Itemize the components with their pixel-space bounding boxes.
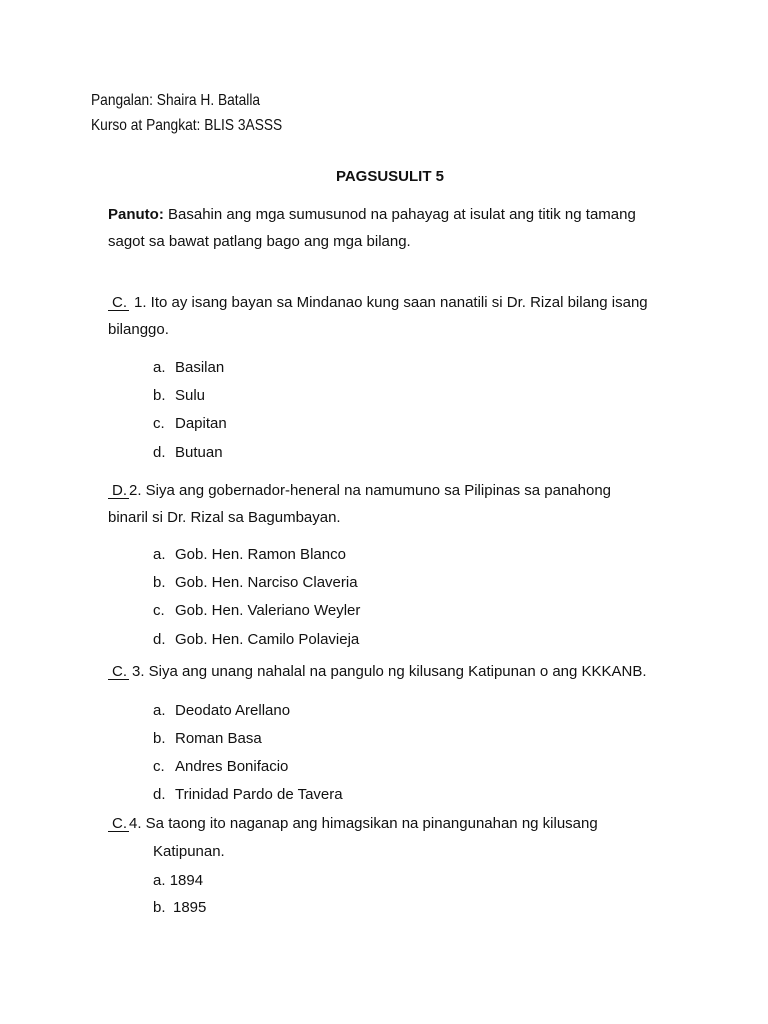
option-letter: b. (153, 899, 166, 916)
question-text-cont: bilanggo. (108, 321, 169, 338)
instructions-text-cont: sagot sa bawat patlang bago ang mga bilang. (108, 233, 411, 250)
answer-blank: C. (108, 295, 129, 311)
option-letter: b. (153, 574, 166, 591)
option-text: Trinidad Pardo de Tavera (175, 786, 343, 803)
student-name: Pangalan: Shaira H. Batalla (91, 92, 261, 109)
option-letter: a. (153, 872, 166, 889)
option (153, 899, 206, 917)
option (153, 387, 205, 405)
instructions-text: Basahin ang mga sumusunod na pahayag at isulat ang titik ng tamang (168, 206, 636, 223)
option-text: 1894 (169, 872, 204, 889)
option-letter: c. (153, 758, 165, 775)
instructions (108, 206, 636, 224)
option (153, 730, 262, 748)
option (153, 872, 203, 890)
option (153, 415, 227, 433)
option-text: Deodato Arellano (175, 702, 291, 719)
option-letter: d. (153, 444, 166, 461)
option-text: Gob. Hen. Valeriano Weyler (175, 602, 361, 619)
quiz-title: PAGSUSULIT 5 (335, 168, 445, 185)
question-text-cont: Katipunan. (153, 843, 225, 860)
option-text: Gob. Hen. Narciso Claveria (175, 574, 358, 591)
option (153, 359, 224, 377)
option-letter: c. (153, 602, 165, 619)
question-1 (108, 294, 648, 312)
question-text: 4. Sa taong ito naganap ang himagsikan na pinangunahan ng kilusang (129, 815, 598, 832)
option-letter: d. (153, 786, 166, 803)
option-text: Basilan (175, 359, 225, 376)
answer-blank: C. (108, 664, 129, 680)
course-section: Kurso at Pangkat: BLIS 3ASSS (91, 117, 283, 134)
option-text: Andres Bonifacio (175, 758, 289, 775)
option-text: 1895 (173, 899, 207, 916)
option-letter: c. (153, 415, 165, 432)
question-2 (108, 482, 611, 500)
option (153, 702, 290, 720)
answer-blank: C. (108, 816, 129, 832)
option-text: Roman Basa (175, 730, 262, 747)
instructions-label: Panuto: (108, 206, 164, 223)
option-letter: a. (153, 546, 166, 563)
option-letter: b. (153, 387, 166, 404)
option (153, 546, 346, 564)
question-text: 3. Siya ang unang nahalal na pangulo ng kilusang Katipunan o ang KKKANB. (132, 663, 647, 680)
option (153, 786, 343, 804)
option (153, 602, 360, 620)
option-text: Gob. Hen. Ramon Blanco (175, 546, 346, 563)
option-letter: b. (153, 730, 166, 747)
option-letter: a. (153, 702, 166, 719)
option (153, 444, 223, 462)
option-letter: a. (153, 359, 166, 376)
option (153, 758, 288, 776)
answer-blank: D. (108, 483, 129, 499)
option-text: Sulu (175, 387, 206, 404)
option (153, 631, 359, 649)
option (153, 574, 358, 592)
option-letter: d. (153, 631, 166, 648)
option-text: Gob. Hen. Camilo Polavieja (175, 631, 360, 648)
option-text: Butuan (175, 444, 223, 461)
option-text: Dapitan (175, 415, 227, 432)
question-text-cont: binaril si Dr. Rizal sa Bagumbayan. (108, 509, 341, 526)
question-3 (108, 663, 647, 681)
question-text: 1. Ito ay isang bayan sa Mindanao kung saan nanatili si Dr. Rizal bilang isang (134, 294, 648, 311)
question-text: 2. Siya ang gobernador-heneral na namumuno sa Pilipinas sa panahong (129, 482, 611, 499)
question-4 (108, 815, 598, 833)
